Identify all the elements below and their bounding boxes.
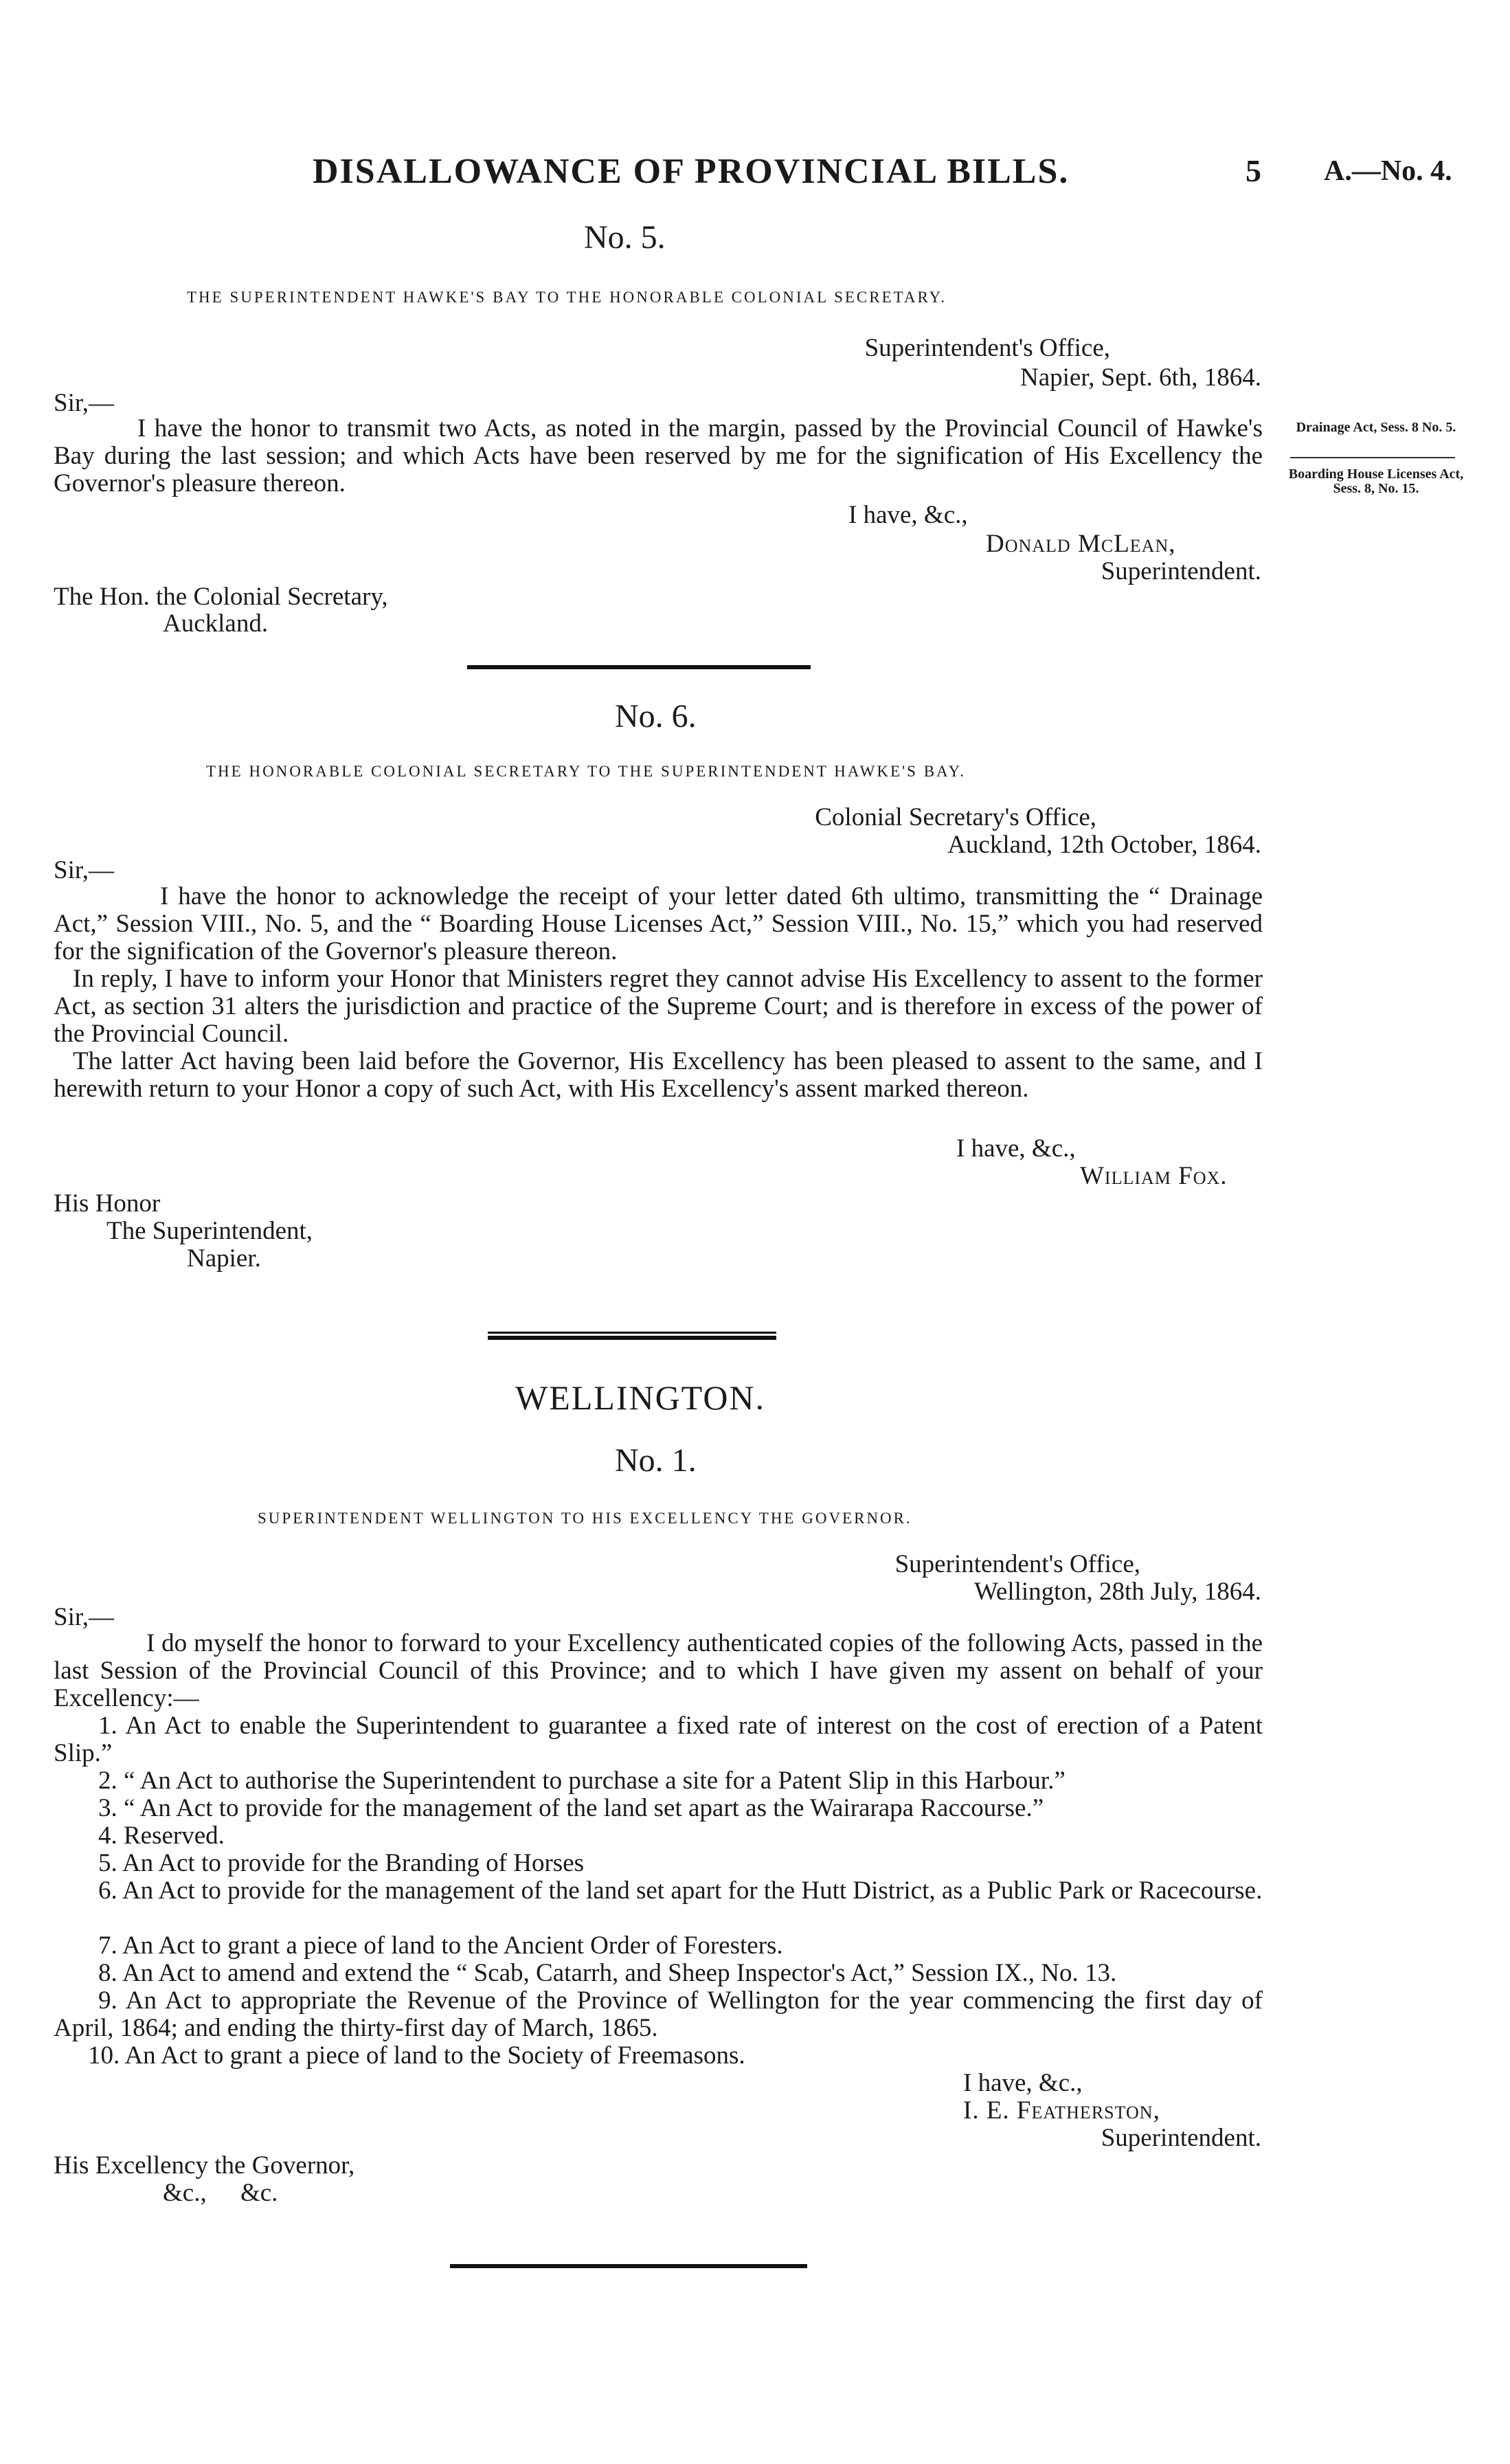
wellington-section-title: WELLINGTON. [515, 1378, 766, 1417]
wellington-number: No. 1. [615, 1442, 697, 1479]
letter6-office: Colonial Secretary's Office, [815, 803, 1096, 831]
letter6-number: No. 6. [615, 698, 697, 735]
letter5-signature: Donald McLean, [986, 530, 1176, 558]
page-number: 5 [1246, 153, 1261, 188]
letter6-place-date: Auckland, 12th October, 1864. [947, 831, 1261, 859]
wellington-salutation: Sir,— [54, 1603, 114, 1631]
letter5-addressee-line1: The Hon. the Colonial Secretary, [54, 583, 388, 611]
letter5-route: THE SUPERINTENDENT HAWKE'S BAY TO THE HONORABLE COLONIAL SECRETARY. [187, 289, 947, 306]
letter6-addressee-line3: Napier. [187, 1244, 261, 1273]
wellington-place-date: Wellington, 28th July, 1864. [973, 1578, 1261, 1606]
wellington-intro: I do myself the honor to forward to your Excellency authenticated copies of the following Acts, passed in the last Session of the Provincial Council of this Province; and to which I have given my assent on behalf of your Excellency:— [54, 1629, 1263, 1712]
letter5-addressee-line2: Auckland. [163, 609, 269, 638]
letter6-route: THE HONORABLE COLONIAL SECRETARY TO THE SUPERINTENDENT HAWKE'S BAY. [206, 763, 966, 780]
letter5-salutation: Sir,— [54, 389, 114, 417]
wellington-closing: I have, &c., [963, 2069, 1083, 2097]
section-divider [467, 665, 811, 669]
letter6-addressee-line1: His Honor [54, 1189, 161, 1218]
letter6-addressee-line2: The Superintendent, [106, 1217, 313, 1245]
wellington-list-item-7: 7. An Act to grant a piece of land to the Ancient Order of Foresters. [98, 1931, 783, 1960]
wellington-route: SUPERINTENDENT WELLINGTON TO HIS EXCELLENCY THE GOVERNOR. [258, 1510, 912, 1527]
series-number: A.—No. 4. [1324, 155, 1452, 187]
wellington-signature-title: Superintendent. [1101, 2124, 1261, 2152]
letter6-paragraph-1: I have the honor to acknowledge the receipt of your letter dated 6th ultimo, transmitting the “ Drainage Act,” Session VIII., No. 5, and the “ Boarding House Licenses Act,” Session VIII., No. 15,” which you had reserved for the signification of the Governor's pleasure thereon. [54, 882, 1263, 965]
letter5-closing: I have, &c., [848, 501, 968, 529]
section-divider-double [488, 1332, 776, 1340]
letter6-salutation: Sir,— [54, 856, 114, 884]
letter5-number: No. 5. [584, 219, 666, 256]
letter6-paragraph-3: The latter Act having been laid before the Governor, His Excellency has been pleased to assent to the same, and I herewith return to your Honor a copy of such Act, with His Excellency's assent marked thereon. [54, 1047, 1263, 1103]
letter5-place-date: Napier, Sept. 6th, 1864. [1020, 363, 1261, 392]
wellington-addressee-line2: &c., &c. [163, 2179, 278, 2207]
wellington-list-item-6: 6. An Act to provide for the management of the land set apart for the Hutt District, as a Public Park or Racecourse. [98, 1877, 1263, 1905]
wellington-signature: I. E. Featherston, [963, 2096, 1160, 2125]
wellington-list-item-8: 8. An Act to amend and extend the “ Scab, Catarrh, and Sheep Inspector's Act,” Session IX., No. 13. [98, 1959, 1117, 1987]
wellington-list-item-5: 5. An Act to provide for the Branding of Horses [98, 1849, 584, 1877]
letter6-closing: I have, &c., [956, 1134, 1076, 1163]
wellington-list-item-3: 3. “ An Act to provide for the management of the land set apart as the Wairarapa Raccourse.” [98, 1794, 1044, 1822]
wellington-list-item-2: 2. “ An Act to authorise the Superintendent to purchase a site for a Patent Slip in this Harbour.” [98, 1767, 1066, 1795]
letter5-body: I have the honor to transmit two Acts, as noted in the margin, passed by the Provincial Council of Hawke's Bay during the last session; and which Acts have been reserved by me for the signification of His Excellency the Governor's pleasure thereon. [54, 414, 1263, 497]
wellington-list-item-9: 9. An Act to appropriate the Revenue of the Province of Wellington for the year commencing the first day of April, 1864; and ending the thirty-first day of March, 1865. [54, 1986, 1263, 2042]
wellington-list-item-10: 10. An Act to grant a piece of land to the Society of Freemasons. [88, 2041, 745, 2070]
wellington-office: Superintendent's Office, [894, 1550, 1140, 1578]
page-header-title: DISALLOWANCE OF PROVINCIAL BILLS. [313, 152, 1070, 191]
wellington-list-item-4: 4. Reserved. [98, 1822, 225, 1850]
letter6-paragraph-2: In reply, I have to inform your Honor that Ministers regret they cannot advise His Excellency to assent to the former Act, as section 31 alters the jurisdiction and practice of the Supreme Court; and is therefore in excess of the power of the Provincial Council. [54, 965, 1263, 1048]
wellington-addressee-line1: His Excellency the Governor, [54, 2151, 355, 2180]
margin-note-drainage-act: Drainage Act, Sess. 8 No. 5. [1296, 420, 1456, 435]
letter5-signature-title: Superintendent. [1101, 557, 1261, 585]
wellington-list-item-1: 1. An Act to enable the Superintendent to guarantee a fixed rate of interest on the cost of erection of a Patent Slip.” [54, 1712, 1263, 1767]
letter5-office: Superintendent's Office, [864, 334, 1110, 362]
margin-note-boarding-house-act: Boarding House Licenses Act, Sess. 8, No. 15. [1288, 467, 1464, 496]
end-divider [450, 2264, 807, 2268]
letter6-signature: William Fox. [1080, 1162, 1228, 1190]
margin-divider [1290, 457, 1455, 458]
